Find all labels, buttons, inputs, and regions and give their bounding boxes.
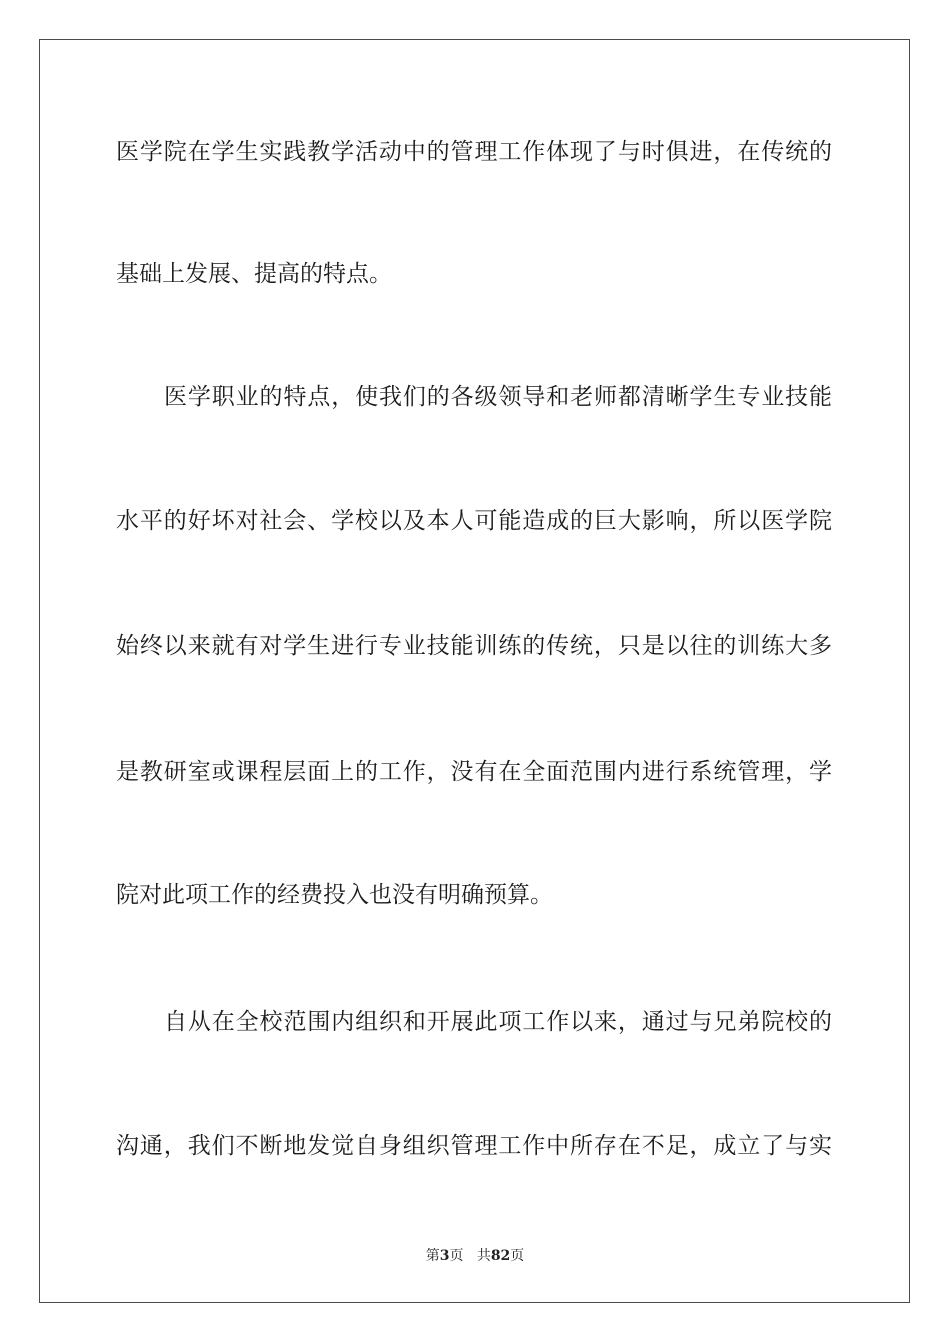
- body-text-line: 医学职业的特点，使我们的各级领导和老师都清晰学生专业技能: [164, 384, 832, 410]
- total-suffix: 页: [510, 1248, 525, 1264]
- total-prefix: 共: [476, 1248, 491, 1264]
- body-text-line: 院对此项工作的经费投入也没有明确预算。: [116, 882, 553, 908]
- page-footer: [0, 1247, 950, 1265]
- body-text-line: 医学院在学生实践教学活动中的管理工作体现了与时俱进，在传统的: [116, 139, 832, 165]
- body-text-line: 水平的好坏对社会、学校以及本人可能造成的巨大影响，所以医学院: [116, 508, 832, 534]
- body-text-line: 是教研室或课程层面上的工作，没有在全面范围内进行系统管理，学: [116, 759, 832, 785]
- page-suffix: 页: [449, 1248, 464, 1264]
- page-number: 3: [439, 1248, 450, 1264]
- page-prefix: 第: [425, 1248, 440, 1264]
- body-text-line: 始终以来就有对学生进行专业技能训练的传统，只是以往的训练大多: [116, 633, 832, 659]
- page-border: [39, 39, 910, 1303]
- total-pages: 82: [490, 1248, 511, 1264]
- body-text-line: 沟通，我们不断地发觉自身组织管理工作中所存在不足，成立了与实: [116, 1133, 832, 1159]
- body-text-line: 基础上发展、提高的特点。: [116, 261, 392, 287]
- body-text-line: 自从在全校范围内组织和开展此项工作以来，通过与兄弟院校的: [164, 1009, 832, 1035]
